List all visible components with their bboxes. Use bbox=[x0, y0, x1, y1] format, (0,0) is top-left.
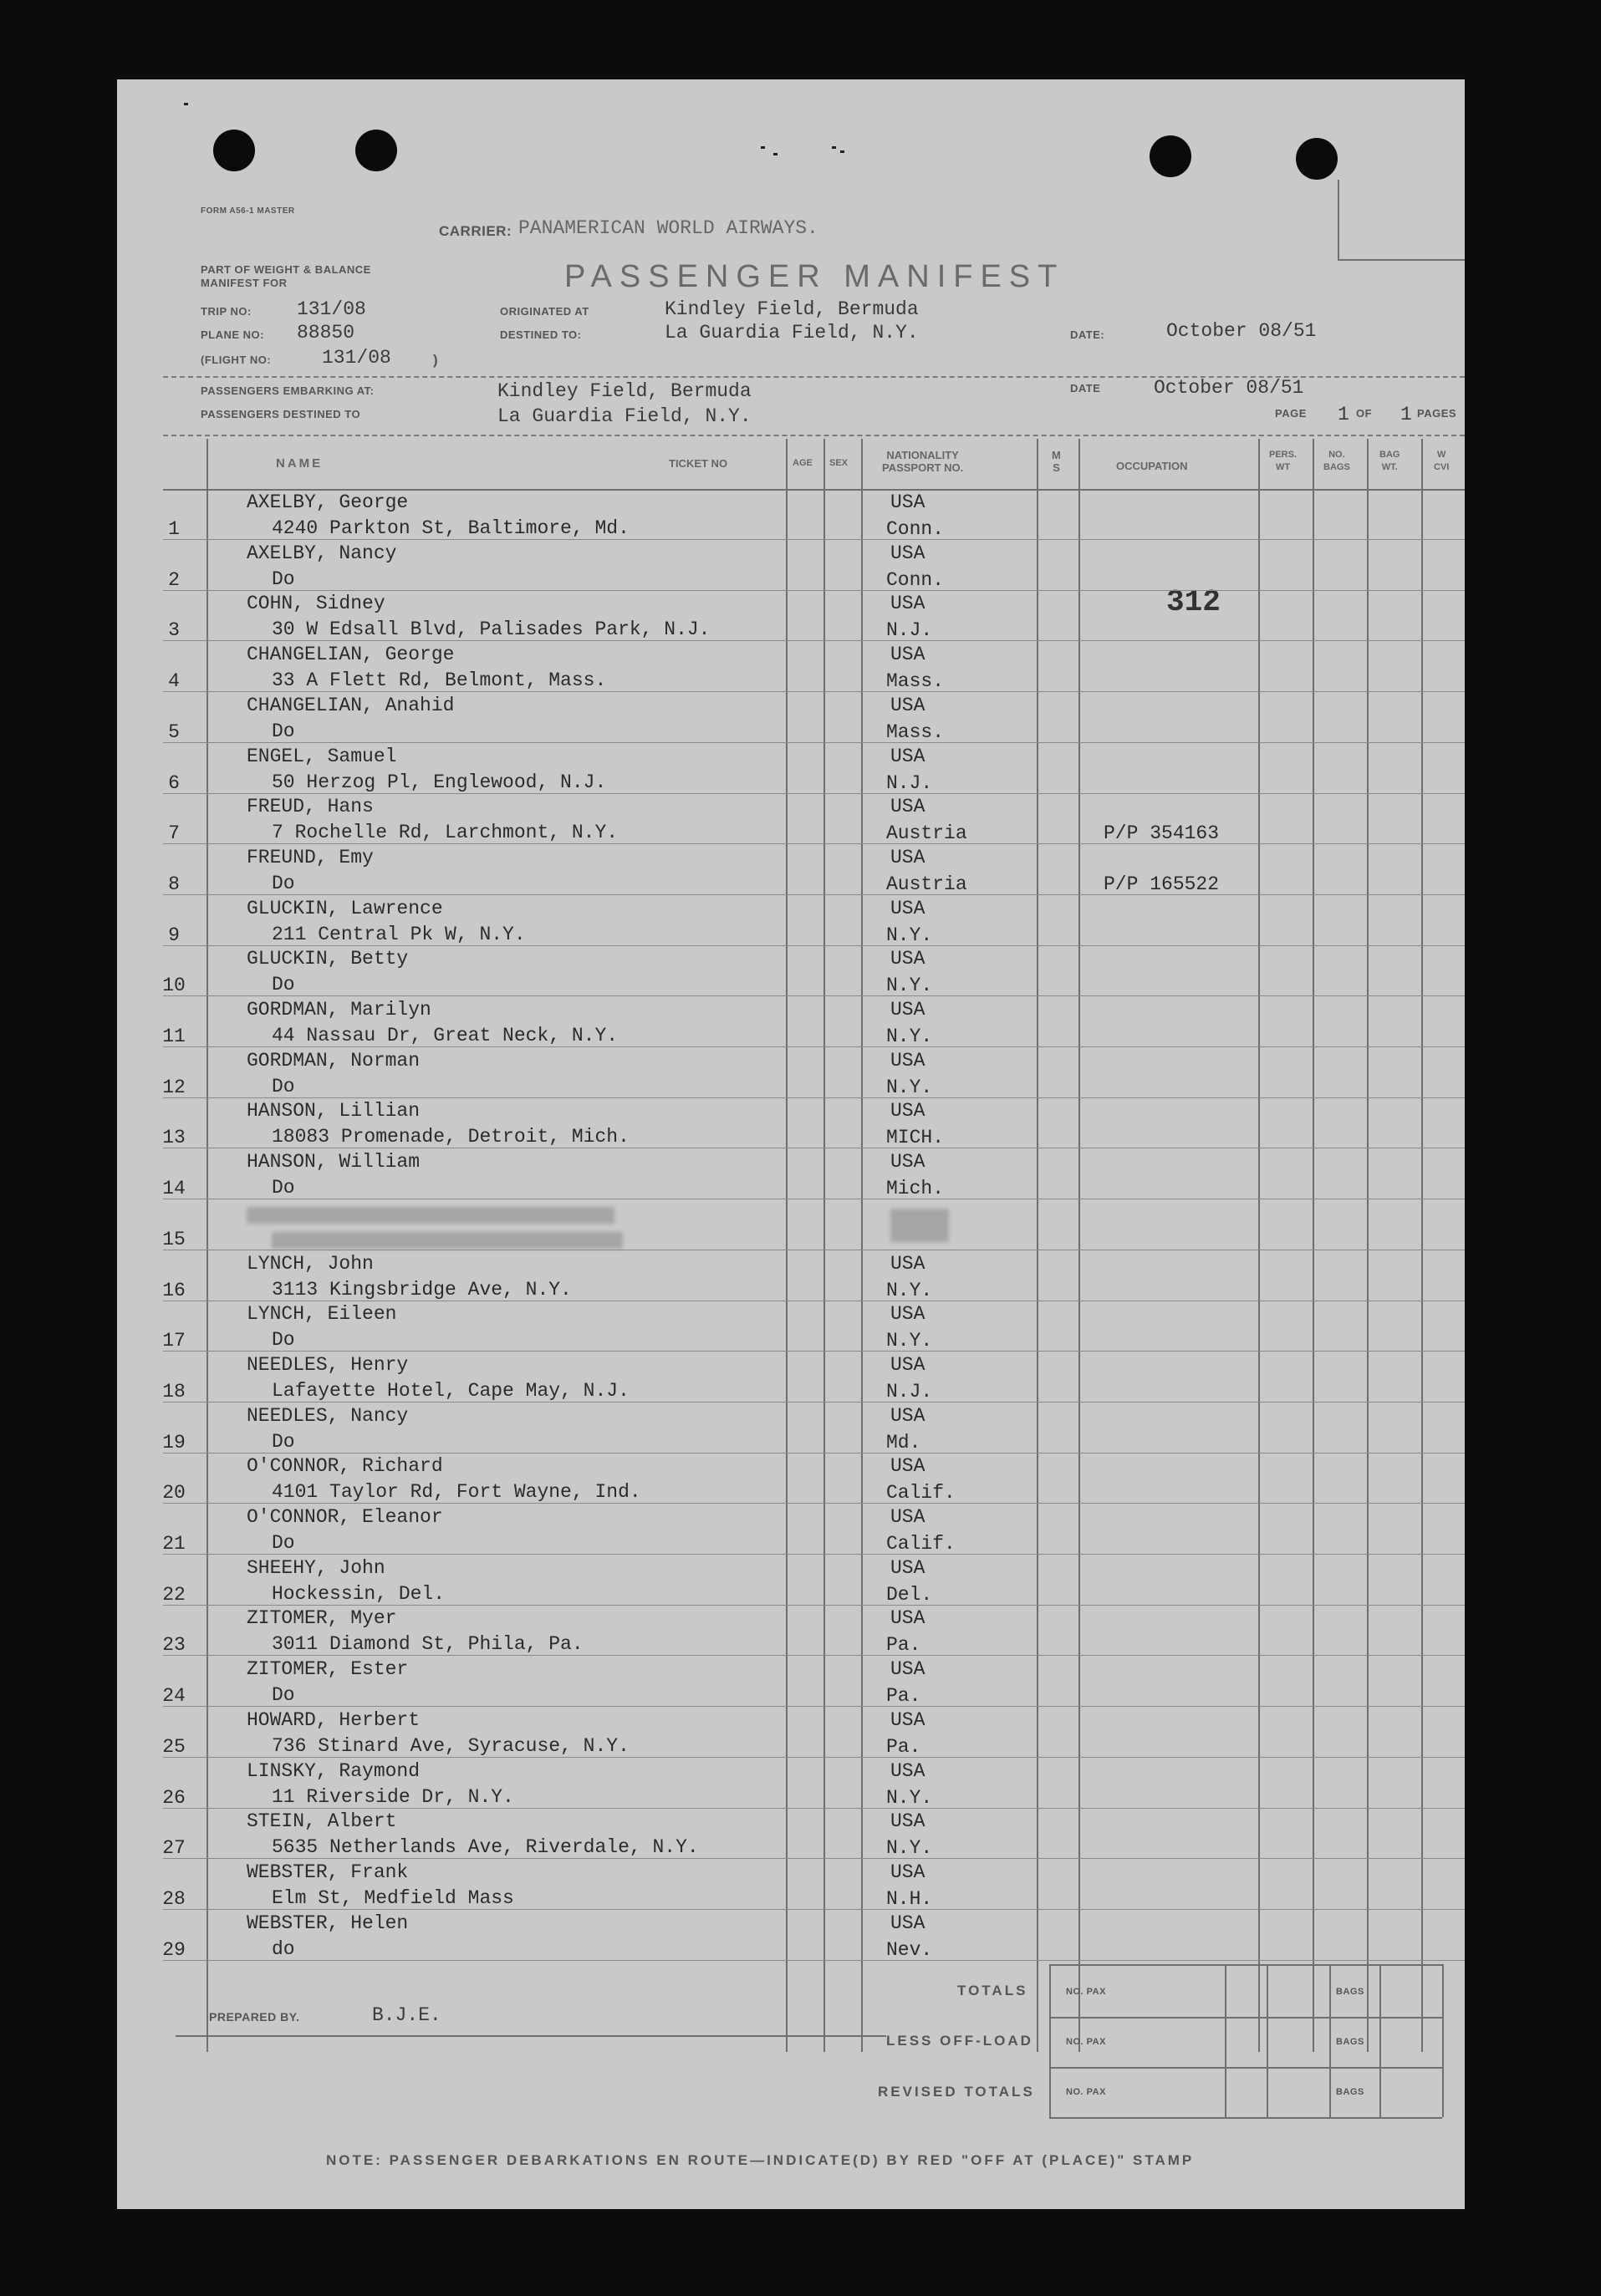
passenger-address: Do bbox=[272, 1329, 295, 1352]
page-no: 1 bbox=[1338, 404, 1349, 425]
passenger-address: 44 Nassau Dr, Great Neck, N.Y. bbox=[272, 1025, 619, 1046]
redacted-entry bbox=[272, 1232, 623, 1249]
stamp-number: 312 bbox=[1166, 585, 1221, 619]
passenger-name: FREUD, Hans bbox=[247, 796, 374, 818]
passenger-name: CHANGELIAN, George bbox=[247, 644, 455, 666]
passenger-residence: N.Y. bbox=[886, 1786, 933, 1809]
table-row bbox=[117, 1455, 1465, 1505]
passenger-residence: N.Y. bbox=[886, 1076, 933, 1098]
table-row bbox=[117, 1202, 1465, 1252]
row-number: 2 bbox=[168, 568, 180, 591]
passenger-residence: N.Y. bbox=[886, 1330, 933, 1352]
flight-label: (FLIGHT NO: bbox=[201, 354, 272, 366]
passenger-occupation: P/P 354163 bbox=[1104, 822, 1220, 845]
passenger-address: 33 A Flett Rd, Belmont, Mass. bbox=[272, 669, 607, 692]
table-row bbox=[117, 1253, 1465, 1303]
table-row bbox=[117, 1151, 1465, 1201]
passenger-address: Do bbox=[272, 720, 295, 742]
passenger-name: GORDMAN, Marilyn bbox=[247, 999, 431, 1021]
row-number: 20 bbox=[162, 1482, 186, 1504]
passenger-name: GORDMAN, Norman bbox=[247, 1049, 421, 1072]
passenger-nationality: USA bbox=[890, 1353, 925, 1376]
redacted-entry bbox=[890, 1209, 949, 1242]
passenger-address: Elm St, Medfield Mass bbox=[272, 1886, 514, 1909]
table-row bbox=[117, 1506, 1465, 1556]
passenger-residence: N.Y. bbox=[886, 1279, 933, 1301]
flight-no: 131/08 bbox=[322, 347, 391, 369]
passenger-address: Do bbox=[272, 1684, 295, 1707]
passenger-nationality: USA bbox=[890, 897, 925, 919]
table-row bbox=[117, 1760, 1465, 1810]
col-pers-wt: PERS. WT bbox=[1269, 450, 1298, 472]
row-number: 27 bbox=[162, 1837, 186, 1860]
embarking-label: PASSENGERS EMBARKING AT: bbox=[201, 384, 375, 397]
row-number: 11 bbox=[162, 1026, 186, 1047]
passenger-name: O'CONNOR, Richard bbox=[247, 1455, 443, 1478]
passenger-residence: Pa. bbox=[886, 1634, 921, 1657]
passenger-address: 4240 Parkton St, Baltimore, Md. bbox=[272, 517, 630, 539]
row-number: 26 bbox=[162, 1786, 186, 1809]
no-pax-label: NO. PAX bbox=[1066, 2037, 1106, 2047]
originated-label: ORIGINATED AT bbox=[500, 305, 589, 318]
row-number: 16 bbox=[162, 1279, 186, 1301]
col-age: AGE bbox=[793, 458, 813, 468]
destined: La Guardia Field, N.Y. bbox=[665, 322, 919, 344]
part-label-1: PART OF WEIGHT & BALANCE bbox=[201, 263, 371, 276]
passenger-address: Lafayette Hotel, Cape May, N.J. bbox=[272, 1379, 630, 1402]
passenger-name: HANSON, William bbox=[247, 1151, 421, 1173]
plane-label: PLANE NO: bbox=[201, 328, 264, 341]
passenger-address: 3011 Diamond St, Phila, Pa. bbox=[272, 1633, 584, 1656]
passenger-residence: Conn. bbox=[886, 518, 945, 540]
passenger-residence: N.Y. bbox=[886, 1026, 933, 1047]
passenger-name: NEEDLES, Henry bbox=[247, 1353, 409, 1376]
passenger-residence: Pa. bbox=[886, 1685, 921, 1708]
row-number: 10 bbox=[162, 975, 186, 997]
row-number: 15 bbox=[162, 1228, 186, 1250]
passenger-name: CHANGELIAN, Anahid bbox=[247, 694, 455, 716]
passenger-address: 3113 Kingsbridge Ave, N.Y. bbox=[272, 1278, 572, 1301]
bags-label: BAGS bbox=[1336, 1987, 1364, 1997]
table-row bbox=[117, 847, 1465, 897]
table-row bbox=[117, 1709, 1465, 1759]
passenger-residence: N.Y. bbox=[886, 1837, 933, 1860]
table-row bbox=[117, 1303, 1465, 1353]
passenger-name: LYNCH, Eileen bbox=[247, 1303, 397, 1326]
table-row bbox=[117, 1354, 1465, 1404]
passenger-occupation: P/P 165522 bbox=[1104, 873, 1220, 895]
table-row bbox=[117, 1050, 1465, 1100]
row-number: 17 bbox=[162, 1330, 186, 1352]
passenger-name: GLUCKIN, Lawrence bbox=[247, 897, 443, 919]
destined-label: DESTINED TO: bbox=[500, 328, 582, 341]
row-number: 29 bbox=[162, 1938, 186, 1961]
passenger-name: AXELBY, Nancy bbox=[247, 542, 397, 564]
passenger-residence: N.Y. bbox=[886, 924, 933, 946]
part-label-2: MANIFEST FOR bbox=[201, 277, 288, 289]
punch-hole-icon bbox=[1296, 138, 1338, 180]
table-row bbox=[117, 1100, 1465, 1150]
passenger-residence: Conn. bbox=[886, 568, 945, 591]
table-row bbox=[117, 1405, 1465, 1455]
embarking: Kindley Field, Bermuda bbox=[497, 380, 752, 402]
passenger-residence: Calif. bbox=[886, 1482, 956, 1504]
row-number: 6 bbox=[168, 771, 180, 794]
passenger-address: 4101 Taylor Rd, Fort Wayne, Ind. bbox=[272, 1481, 641, 1504]
table-row bbox=[117, 898, 1465, 948]
passenger-name: FREUND, Emy bbox=[247, 846, 374, 868]
of-label: OF bbox=[1356, 407, 1373, 420]
passenger-address: 30 W Edsall Blvd, Palisades Park, N.J. bbox=[272, 619, 711, 641]
row-number: 9 bbox=[168, 924, 180, 946]
prepared-label: PREPARED BY. bbox=[209, 2010, 300, 2024]
passenger-nationality: USA bbox=[890, 999, 925, 1021]
no-pax-label: NO. PAX bbox=[1066, 1987, 1106, 1997]
passenger-address: Hockessin, Del. bbox=[272, 1582, 446, 1605]
passenger-name: WEBSTER, Frank bbox=[247, 1861, 409, 1883]
passenger-nationality: USA bbox=[890, 1151, 925, 1173]
passenger-name: NEEDLES, Nancy bbox=[247, 1404, 409, 1427]
plane-no: 88850 bbox=[297, 322, 355, 344]
passenger-name: LYNCH, John bbox=[247, 1252, 374, 1275]
table-row bbox=[117, 1912, 1465, 1963]
punch-hole-icon bbox=[355, 130, 397, 171]
passenger-nationality: USA bbox=[890, 1810, 925, 1833]
passenger-address: 50 Herzog Pl, Englewood, N.J. bbox=[272, 771, 607, 793]
passenger-residence: Mich. bbox=[886, 1178, 945, 1200]
table-row bbox=[117, 491, 1465, 542]
table-row bbox=[117, 1607, 1465, 1657]
manifest-sheet: FORM A56-1 MASTER CARRIER: PANAMERICAN WORLD AIRWAYS. PASSENGER MANIFEST PART OF WEIGHT & BALANCE MANIFEST FOR TRIP NO: 131/08 PLANE NO: 88850 (FLIGHT NO: 131/08 ) ORIGINATED AT Kindley Field, Bermuda DESTINED TO: La Guardia Field, N.Y. DATE: October 08/51 PASSENGERS EMBARKING AT: Kindley Field, Bermuda PASSENGERS DESTINED TO La Guardia Field, N.Y. DATE October 08/51 PAGE 1 OF 1 PAGES NAME TICKET NO AGE SEX NATIONALITY PASSPORT NO. M S OCCUPATION PERS. WT NO. BAGS BAG WT. W CVI 312 1 AXELBY, George 4240 Parkton St, Baltimore, Md. USA Conn. 2 AXELBY, Nancy Do USA Conn. 3 COHN, Sidney 30 W Edsall Blvd, Palisades Park, N.J. USA N.J. 4 CHANGELIAN, George 33 A Flett Rd, Belmont, Mass. USA Mass. 5 CHANGELIAN, Anahid Do USA Mass. 6 ENGEL, Samuel 50 Herzog Pl, Englewood, N.J. USA N.J. 7 FREUD, Hans 7 Rochelle Rd, Larchmont, N.Y. USA Austria P/P 354163 8 FREUND, Emy Do USA Austria P/P 165522 9 GLUCKIN, Lawrence 211 Central Pk W, N.Y. USA N.Y. 10 GLUCKIN, Betty Do USA N.Y. 11 GORDMAN, Marilyn 44 Nassau Dr, Great Neck, N.Y. USA N.Y. 12 GORDMAN, Norman Do USA N.Y. 13 HANSON, Lillian 18083 Promenade, Detroit, Mich. USA MICH. 14 HANSON, William Do USA Mich. 15 16 LYNCH, John 3113 Kingsbridge Ave, N.Y. USA N.Y. 17 LYNCH, Eileen Do USA N.Y. 18 NEEDLES, Henry Lafayette Hotel, Cape May, N.J. USA N.J. 19 NEEDLES, Nancy Do USA Md. 20 O'CONNOR, Richard 4101 Taylor Rd, Fort Wayne, Ind. USA Calif. 21 O'CONNOR, Eleanor Do USA Calif. 22 SHEEHY, John Hockessin, Del. USA Del. 23 ZITOMER, Myer 3011 Diamond St, Phila, Pa. USA Pa. 24 ZITOMER, Ester Do USA Pa. 25 HOWARD, Herbert 736 Stinard Ave, Syracuse, N.Y. USA Pa. 26 LINSKY, Raymond 11 Riverside Dr, N.Y. USA N.Y. 27 STEIN, Albert 5635 Netherlands Ave, Riverdale, N.Y. USA N.Y. 28 WEBSTER, Frank Elm St, Medfield Mass USA N.H. 29 WEBSTER, Helen do USA Nev. TOTALS LESS OFF-LOAD REVISED TOTALS NO. PAX NO. PAX NO. PAX BAGS BAGS BAGS PREPARED BY. B.J.E. NOTE: PASSENGER DEBARKATIONS EN ROUTE—INDICATE(D) BY RED "OFF AT (PLACE)" STAMP bbox=[117, 79, 1465, 2209]
passenger-nationality: USA bbox=[890, 593, 925, 615]
col-no-bags: NO. BAGS bbox=[1323, 450, 1350, 472]
row-number: 19 bbox=[162, 1431, 186, 1453]
passenger-nationality: USA bbox=[890, 1912, 925, 1934]
passenger-name: ENGEL, Samuel bbox=[247, 745, 397, 767]
passenger-residence: N.J. bbox=[886, 619, 933, 642]
row-number: 22 bbox=[162, 1583, 186, 1606]
table-row bbox=[117, 746, 1465, 796]
row-number: 14 bbox=[162, 1178, 186, 1200]
passenger-address: Do bbox=[272, 974, 295, 996]
col-bag-wt: BAG WT. bbox=[1379, 450, 1400, 472]
page-title: PASSENGER MANIFEST bbox=[564, 259, 1065, 294]
table-row bbox=[117, 796, 1465, 846]
col-ticket: TICKET NO bbox=[669, 457, 728, 470]
less-offload-label: LESS OFF-LOAD bbox=[886, 2033, 1033, 2049]
originated: Kindley Field, Bermuda bbox=[665, 298, 919, 320]
date-label: DATE: bbox=[1070, 328, 1105, 341]
punch-hole-icon bbox=[213, 130, 255, 171]
row-number: 7 bbox=[168, 822, 180, 845]
passenger-residence: N.H. bbox=[886, 1887, 933, 1910]
table-row bbox=[117, 999, 1465, 1049]
passenger-nationality: USA bbox=[890, 948, 925, 970]
passenger-name: AXELBY, George bbox=[247, 491, 409, 513]
passenger-name: COHN, Sidney bbox=[247, 593, 385, 615]
row-number: 4 bbox=[168, 670, 180, 693]
passenger-nationality: USA bbox=[890, 694, 925, 716]
passenger-nationality: USA bbox=[890, 1252, 925, 1275]
passenger-residence: N.J. bbox=[886, 1380, 933, 1403]
passenger-address: 7 Rochelle Rd, Larchmont, N.Y. bbox=[272, 822, 619, 844]
row-number: 1 bbox=[168, 518, 180, 540]
page-label: PAGE bbox=[1275, 407, 1307, 420]
passenger-address: Do bbox=[272, 872, 295, 894]
pages-total: 1 bbox=[1400, 404, 1412, 425]
passenger-nationality: USA bbox=[890, 1303, 925, 1326]
table-row bbox=[117, 695, 1465, 745]
row-number: 3 bbox=[168, 619, 180, 642]
passenger-residence: Mass. bbox=[886, 670, 945, 693]
passenger-address: Do bbox=[272, 1430, 295, 1453]
passenger-nationality: USA bbox=[890, 1607, 925, 1630]
passenger-nationality: USA bbox=[890, 644, 925, 666]
col-occupation: OCCUPATION bbox=[1116, 460, 1188, 472]
revised-totals-label: REVISED TOTALS bbox=[878, 2084, 1035, 2100]
passenger-nationality: USA bbox=[890, 1658, 925, 1681]
table-row bbox=[117, 1861, 1465, 1912]
col-sex: SEX bbox=[829, 458, 849, 468]
passenger-nationality: USA bbox=[890, 1759, 925, 1782]
table-row bbox=[117, 948, 1465, 998]
col-name: NAME bbox=[276, 456, 324, 471]
trip-label: TRIP NO: bbox=[201, 305, 252, 318]
passenger-residence: Austria bbox=[886, 873, 967, 895]
passenger-nationality: USA bbox=[890, 491, 925, 513]
passenger-address: Do bbox=[272, 1177, 295, 1199]
row-number: 13 bbox=[162, 1127, 186, 1149]
row-number: 8 bbox=[168, 873, 180, 895]
passenger-name: GLUCKIN, Betty bbox=[247, 948, 409, 970]
footer-note: NOTE: PASSENGER DEBARKATIONS EN ROUTE—INDICATE(D) BY RED "OFF AT (PLACE)" STAMP bbox=[326, 2152, 1195, 2168]
passenger-residence: Md. bbox=[886, 1431, 921, 1453]
carrier: PANAMERICAN WORLD AIRWAYS. bbox=[518, 217, 818, 239]
row-number: 18 bbox=[162, 1380, 186, 1403]
passenger-name: HANSON, Lillian bbox=[247, 1100, 421, 1123]
passenger-residence: Nev. bbox=[886, 1938, 933, 1961]
table-row bbox=[117, 542, 1465, 593]
date2-label: DATE bbox=[1070, 382, 1101, 395]
passenger-residence: N.Y. bbox=[886, 975, 933, 997]
col-ms: M S bbox=[1052, 449, 1061, 474]
bags-label: BAGS bbox=[1336, 2037, 1364, 2047]
passenger-name: WEBSTER, Helen bbox=[247, 1912, 409, 1934]
date2: October 08/51 bbox=[1154, 377, 1304, 399]
redacted-entry bbox=[247, 1207, 614, 1224]
passenger-name: SHEEHY, John bbox=[247, 1556, 385, 1579]
dest: La Guardia Field, N.Y. bbox=[497, 405, 752, 427]
trip-no: 131/08 bbox=[297, 298, 366, 320]
passenger-nationality: USA bbox=[890, 846, 925, 868]
passenger-name: ZITOMER, Ester bbox=[247, 1658, 409, 1681]
pages-label: PAGES bbox=[1417, 407, 1457, 420]
col-nationality: NATIONALITY PASSPORT NO. bbox=[882, 449, 964, 474]
row-number: 21 bbox=[162, 1533, 186, 1555]
table-row bbox=[117, 1557, 1465, 1607]
passenger-nationality: USA bbox=[890, 1049, 925, 1072]
passenger-name: LINSKY, Raymond bbox=[247, 1759, 421, 1782]
row-number: 5 bbox=[168, 720, 180, 743]
passenger-nationality: USA bbox=[890, 1404, 925, 1427]
prepared-by: B.J.E. bbox=[372, 2004, 441, 2026]
passenger-name: ZITOMER, Myer bbox=[247, 1607, 397, 1630]
passenger-address: 211 Central Pk W, N.Y. bbox=[272, 923, 526, 945]
row-number: 25 bbox=[162, 1735, 186, 1758]
table-row bbox=[117, 1658, 1465, 1708]
table-row bbox=[117, 644, 1465, 694]
passenger-residence: N.J. bbox=[886, 771, 933, 794]
passenger-residence: Mass. bbox=[886, 720, 945, 743]
passenger-name: HOWARD, Herbert bbox=[247, 1708, 421, 1731]
passenger-nationality: USA bbox=[890, 542, 925, 564]
passenger-residence: Calif. bbox=[886, 1533, 956, 1555]
passenger-residence: Austria bbox=[886, 822, 967, 845]
carrier-label: CARRIER: bbox=[439, 223, 512, 239]
col-cvi: W CVI bbox=[1434, 450, 1450, 472]
row-number: 12 bbox=[162, 1076, 186, 1098]
passenger-nationality: USA bbox=[890, 1861, 925, 1883]
passenger-name: STEIN, Albert bbox=[247, 1810, 397, 1833]
table-row bbox=[117, 1810, 1465, 1861]
punch-hole-icon bbox=[1150, 135, 1191, 177]
passenger-address: Do bbox=[272, 1532, 295, 1554]
passenger-residence: Del. bbox=[886, 1583, 933, 1606]
table-row bbox=[117, 593, 1465, 643]
totals-label: TOTALS bbox=[957, 1983, 1028, 1998]
passenger-nationality: USA bbox=[890, 1100, 925, 1123]
row-number: 23 bbox=[162, 1634, 186, 1657]
passenger-address: 11 Riverside Dr, N.Y. bbox=[272, 1785, 514, 1808]
passenger-nationality: USA bbox=[890, 745, 925, 767]
passenger-address: 18083 Promenade, Detroit, Mich. bbox=[272, 1126, 630, 1148]
row-number: 28 bbox=[162, 1887, 186, 1910]
passenger-residence: Pa. bbox=[886, 1735, 921, 1758]
dest-label: PASSENGERS DESTINED TO bbox=[201, 408, 361, 420]
passenger-residence: MICH. bbox=[886, 1127, 945, 1149]
passenger-nationality: USA bbox=[890, 1455, 925, 1478]
passenger-nationality: USA bbox=[890, 1506, 925, 1528]
passenger-nationality: USA bbox=[890, 796, 925, 818]
bags-label: BAGS bbox=[1336, 2087, 1364, 2097]
passenger-address: 736 Stinard Ave, Syracuse, N.Y. bbox=[272, 1734, 630, 1757]
passenger-address: Do bbox=[272, 568, 295, 590]
form-number: FORM A56-1 MASTER bbox=[201, 206, 295, 216]
passenger-name: O'CONNOR, Eleanor bbox=[247, 1506, 443, 1528]
passenger-address: do bbox=[272, 1937, 295, 1960]
row-number: 24 bbox=[162, 1685, 186, 1708]
passenger-nationality: USA bbox=[890, 1556, 925, 1579]
passenger-address: Do bbox=[272, 1075, 295, 1097]
date: October 08/51 bbox=[1166, 320, 1317, 342]
no-pax-label: NO. PAX bbox=[1066, 2087, 1106, 2097]
passenger-nationality: USA bbox=[890, 1708, 925, 1731]
passenger-address: 5635 Netherlands Ave, Riverdale, N.Y. bbox=[272, 1836, 699, 1859]
